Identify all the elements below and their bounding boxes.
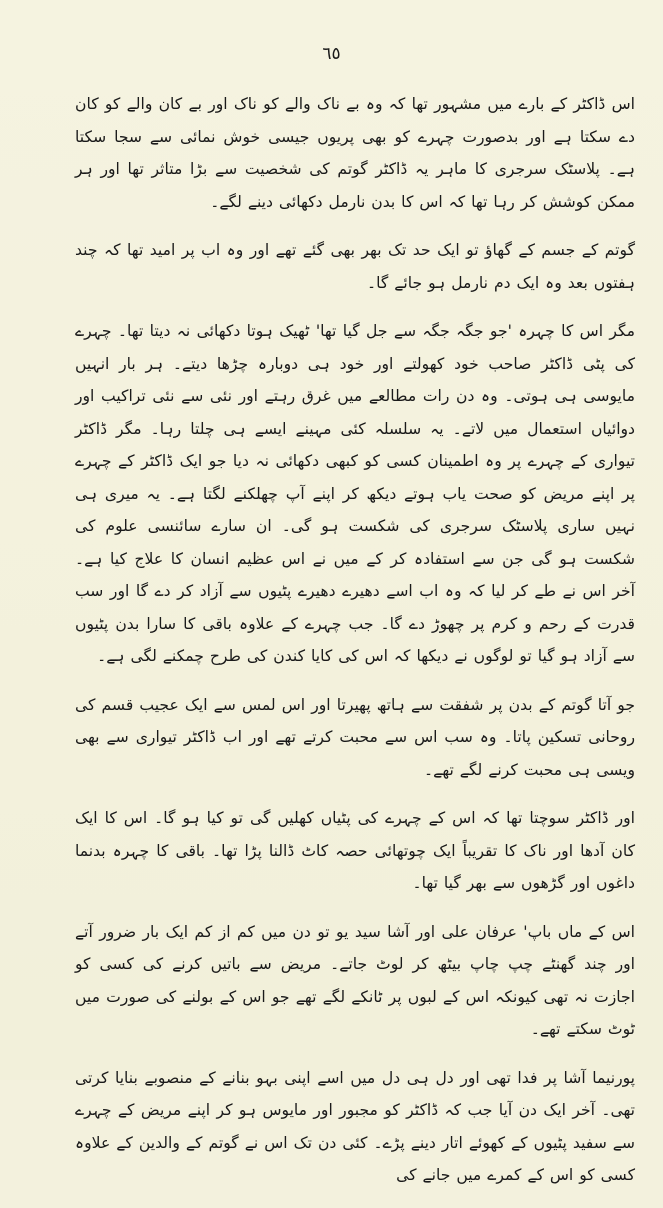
paragraph-6: اس کے ماں باپ' عرفان علی اور آشا سید یو تو دن میں کم از کم ایک بار ضرور آتے اور چند گھنٹے چپ چاپ بیٹھ کر لوٹ جاتے۔ مریض سے باتیں کرنے کی کسی کو اجازت نہ تھی کیونکہ اس کے لبوں پر ٹانکے لگے تھے جو اس کے بولنے کی صورت میں ٹوٹ سکتے تھے۔ — [75, 922, 635, 1038]
paragraph-3: مگر اس کا چہرہ 'جو جگہ جگہ سے جل گیا تھا' ٹھیک ہوتا دکھائی نہ دیتا تھا۔ چہرے کی پٹی ڈاکٹر صاحب خود کھولتے اور خود ہی دوبارہ چڑھا دیتے۔ ہر بار انہیں مایوسی ہی ہوتی۔ وہ دن رات مطالعے میں غرق رہتے اور نئی سے نئی تراکیب اور دوائیاں استعمال میں لاتے۔ یہ سلسلہ کئی مہینے ایسے ہی چلتا رہا۔ مگر ڈاکٹر تیواری کے چہرے پر وہ اطمینان کسی کو کبھی دکھائی نہ دیا جو ایک ڈاکٹر کے چہرے پر اپنے مریض کو صحت یاب ہوتے دیکھ کر اپنے آپ چھلکنے لگتا ہے۔ یہ میری ہی نہیں ساری پلاسٹک سرجری کی شکست ہو گی۔ ان سارے سائنسی علوم کی شکست ہو گی جن سے استفادہ کر کے میں نے اس عظیم انسان کا علاج کیا ہے۔ آخر اس نے طے کر لیا کہ وہ اب اسے دھیرے دھیرے پٹیوں سے آزاد کر دے گا اور سب قدرت کے رحم و کرم پر چھوڑ دے گا۔ جب چہرے کے علاوہ باقی کا سارا بدن پٹیوں سے آزاد ہو گیا تو لوگوں نے دیکھا کہ اس کی کایا کندن کی طرح چمکنے لگی ہے۔ — [75, 322, 635, 665]
paragraph-1: اس ڈاکٹر کے بارے میں مشہور تھا کہ وہ بے ناک والے کو ناک اور بے کان والے کو کان دے سکتا ہے اور بدصورت چہرے کو بھی پریوں جیسی خوش نمائی سے سجا سکتا ہے۔ پلاسٹک سرجری کا ماہر یہ ڈاکٹر گوتم کی شخصیت سے بڑا متاثر تھا اور ہر ممکن کوشش کر رہا تھا کہ اس کا بدن نارمل دکھائی دینے لگے۔ — [75, 95, 635, 211]
paragraph-2: گوتم کے جسم کے گھاؤ تو ایک حد تک بھر بھی گئے تھے اور وہ اب پر امید تھا کہ چند ہفتوں بعد وہ ایک دم نارمل ہو جائے گا۔ — [75, 241, 635, 292]
paragraph-4: جو آتا گوتم کے بدن پر شفقت سے ہاتھ پھیرتا اور اس لمس سے ایک عجیب قسم کی روحانی تسکین پاتا۔ وہ سب اس سے محبت کرتے تھے اور اب ڈاکٹر تیواری سے بھی ویسی ہی محبت کرنے لگے تھے۔ — [75, 695, 635, 779]
page-body — [75, 88, 635, 1208]
paragraph-5: اور ڈاکٹر سوچتا تھا کہ اس کے چہرے کی پٹیاں کھلیں گی تو کیا ہو گا۔ اس کا ایک کان آدھا اور ناک کا تقریباً ایک چوتھائی حصہ کاٹ ڈالنا پڑا تھا۔ باقی کا چہرہ بدنما داغوں اور گڑھوں سے بھر گیا تھا۔ — [75, 809, 635, 892]
paragraph-7: پورنیما آشا پر فدا تھی اور دل ہی دل میں اسے اپنی بہو بنانے کے منصوبے بنایا کرتی تھی۔ آخر ایک دن آیا جب کہ ڈاکٹر کو مجبور اور مایوس ہو کر اپنے مریض کے چہرے سے سفید پٹیوں کے کھوئے اتار دینے پڑے۔ کئی دن تک اس نے گوتم کے والدین کے علاوہ کسی کو اس کے کمرے میں جانے کی — [75, 1068, 635, 1184]
page-number: ٦٥ — [322, 44, 341, 64]
